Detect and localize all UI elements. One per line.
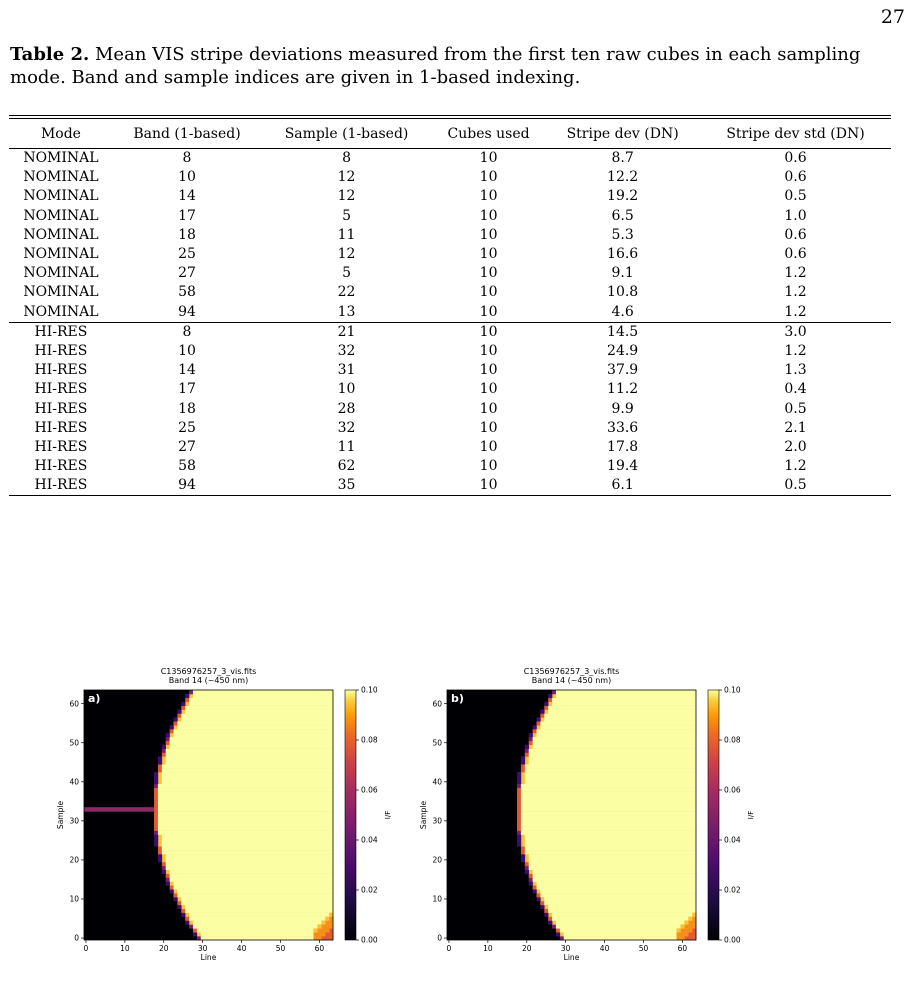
x-axis-label: Line xyxy=(200,953,217,962)
table-row xyxy=(9,303,891,323)
table-cell: 1.2 xyxy=(784,458,807,475)
x-tick-label: 20 xyxy=(521,944,532,953)
table-row xyxy=(9,283,891,302)
table-cell: 10 xyxy=(479,150,498,167)
x-tick-label: 50 xyxy=(638,944,649,953)
column-header: Stripe dev std (DN) xyxy=(700,119,891,149)
table-cell: HI-RES xyxy=(34,438,88,455)
table-cell: NOMINAL xyxy=(23,265,99,282)
colorbar xyxy=(345,690,356,940)
colorbar-tick-label: 0.10 xyxy=(361,685,378,695)
table-cell: 10 xyxy=(337,381,356,398)
table-cell: 24.9 xyxy=(607,342,639,359)
y-tick-label: 30 xyxy=(69,816,79,826)
table-cell: HI-RES xyxy=(9,322,113,342)
table-cell: 10 xyxy=(479,265,498,282)
table-cell: 10 xyxy=(432,322,545,342)
y-tick-label: 20 xyxy=(432,855,442,865)
table-cell: HI-RES xyxy=(34,381,88,398)
table-cell: 5 xyxy=(342,207,351,224)
x-tick-label: 0 xyxy=(446,944,452,953)
stripe-artifact xyxy=(84,807,154,812)
table-cell: 14 xyxy=(178,188,196,205)
x-tick-label: 60 xyxy=(677,944,688,953)
figure-subtitle: Band 14 (~450 nm) xyxy=(531,676,612,685)
heatmap-figure xyxy=(413,664,755,984)
table-body xyxy=(9,149,891,496)
colorbar-label: I/F xyxy=(747,810,755,820)
table-cell: 10 xyxy=(479,207,498,224)
table-cell: 10 xyxy=(178,342,196,359)
table-cell: 0.6 xyxy=(784,226,807,243)
x-tick-label: 10 xyxy=(120,944,130,953)
table-row xyxy=(9,342,891,361)
colorbar xyxy=(708,690,719,940)
table-cell: 25 xyxy=(178,419,196,436)
table-cell: 14 xyxy=(178,362,196,379)
table-cell: 32 xyxy=(337,419,356,436)
table-cell: 8 xyxy=(113,322,261,342)
table-row xyxy=(9,149,891,169)
table-cell: 10 xyxy=(479,284,498,301)
table-cell: 0.6 xyxy=(784,169,807,186)
table-cell: 0.5 xyxy=(784,188,807,205)
table-cell: 0.5 xyxy=(784,400,807,417)
table-cell: 10 xyxy=(479,362,498,379)
panel-label: b) xyxy=(451,692,464,705)
table-cell: 12.2 xyxy=(607,169,639,186)
table-cell: 11 xyxy=(337,438,356,455)
table-cell: 1.0 xyxy=(784,207,807,224)
figure-title: C1356976257_3_vis.fits xyxy=(523,667,620,676)
table-row xyxy=(9,361,891,380)
table-cell: 4.6 xyxy=(611,303,634,320)
table-cell: 17 xyxy=(178,381,196,398)
table-row xyxy=(9,264,891,283)
table-cell: 10 xyxy=(479,342,498,359)
table-row xyxy=(9,380,891,399)
panel-label: a) xyxy=(88,692,101,705)
y-tick-label: 10 xyxy=(432,894,442,904)
table-cell: 10 xyxy=(479,226,498,243)
table-cell: 11.2 xyxy=(607,381,639,398)
table-cell: 8 xyxy=(342,150,351,167)
table-cell: 21 xyxy=(261,322,432,342)
table-cell: 0.6 xyxy=(784,150,807,167)
table-cell: 37.9 xyxy=(607,362,639,379)
colorbar-tick-label: 0.04 xyxy=(724,835,741,845)
x-tick-label: 30 xyxy=(197,944,208,953)
table-cell: 5.3 xyxy=(611,226,634,243)
x-tick-label: 40 xyxy=(599,944,610,953)
table-row xyxy=(9,168,891,187)
y-tick-label: 50 xyxy=(432,738,442,748)
page-number: 27 xyxy=(880,6,905,28)
table-cell: 18 xyxy=(178,400,196,417)
table-cell: 8.7 xyxy=(611,150,634,167)
table-cell: 9.1 xyxy=(611,265,634,282)
table-cell: 12 xyxy=(337,188,356,205)
y-tick-label: 0 xyxy=(74,933,79,943)
table-cell: 0.4 xyxy=(784,381,807,398)
table-cell: 58 xyxy=(178,458,196,475)
y-tick-label: 60 xyxy=(69,699,79,709)
stripe-table-container xyxy=(9,115,891,496)
column-header: Sample (1-based) xyxy=(261,119,432,149)
table-cell: 94 xyxy=(113,476,261,496)
table-cell: 1.2 xyxy=(784,342,807,359)
table-cell: 10 xyxy=(479,400,498,417)
table-cell: 94 xyxy=(178,303,196,320)
column-header: Cubes used xyxy=(432,119,545,149)
figure-panel-b xyxy=(413,664,755,988)
table-row xyxy=(9,419,891,438)
table-cell: 27 xyxy=(178,438,196,455)
y-tick-label: 40 xyxy=(432,777,442,787)
colorbar-tick-label: 0.08 xyxy=(361,735,378,745)
table-cell: 10 xyxy=(432,476,545,496)
y-axis-label: Sample xyxy=(56,800,65,830)
caption-label: Table 2. xyxy=(10,44,90,65)
table-cell: 32 xyxy=(337,342,356,359)
table-cell: NOMINAL xyxy=(23,246,99,263)
table-cell: HI-RES xyxy=(9,476,113,496)
table-cell: 16.6 xyxy=(607,246,639,263)
table-cell: 11 xyxy=(337,226,356,243)
table-cell: 10.8 xyxy=(607,284,639,301)
heatmap-figure xyxy=(50,664,392,984)
colorbar-label: I/F xyxy=(384,810,392,820)
table-cell: 17.8 xyxy=(607,438,639,455)
x-tick-label: 10 xyxy=(483,944,493,953)
table-cell: 10 xyxy=(479,169,498,186)
table-row xyxy=(9,245,891,264)
table-cell: 0.6 xyxy=(784,246,807,263)
figure-title: C1356976257_3_vis.fits xyxy=(160,667,257,676)
table-header-row xyxy=(9,119,891,149)
colorbar-tick-label: 0.04 xyxy=(361,835,378,845)
heatmap-cells xyxy=(154,690,333,940)
table-row xyxy=(9,207,891,226)
table-row xyxy=(9,438,891,457)
table-caption xyxy=(10,43,890,89)
table-cell: 18 xyxy=(178,226,196,243)
colorbar-tick-label: 0.00 xyxy=(361,935,378,945)
table-cell: HI-RES xyxy=(34,419,88,436)
y-tick-label: 10 xyxy=(69,894,79,904)
table-cell: 10 xyxy=(479,303,498,320)
table-row xyxy=(9,457,891,476)
table-row xyxy=(9,322,891,342)
stripe-deviation-table xyxy=(9,119,891,496)
table-cell: 17 xyxy=(178,207,196,224)
table-cell: 8 xyxy=(182,150,192,167)
table-cell: 25 xyxy=(178,246,196,263)
table-cell: NOMINAL xyxy=(23,150,99,167)
table-cell: 2.0 xyxy=(784,438,807,455)
column-header: Mode xyxy=(9,119,113,149)
column-header: Band (1-based) xyxy=(113,119,261,149)
column-header: Stripe dev (DN) xyxy=(545,119,700,149)
table-cell: 19.4 xyxy=(607,458,639,475)
table-row xyxy=(9,399,891,418)
table-cell: HI-RES xyxy=(34,458,88,475)
caption-text: Mean VIS stripe deviations measured from the first ten raw cubes in each sampling mode. Band and sample indices are given in 1-based indexing. xyxy=(10,44,861,88)
y-tick-label: 30 xyxy=(432,816,442,826)
figure-panel-a xyxy=(50,664,392,988)
table-cell: NOMINAL xyxy=(23,207,99,224)
colorbar-tick-label: 0.02 xyxy=(724,885,741,895)
table-cell: 1.2 xyxy=(784,303,807,320)
colorbar-tick-label: 0.00 xyxy=(724,935,741,945)
table-cell: 33.6 xyxy=(607,419,639,436)
table-cell: 5 xyxy=(342,265,351,282)
table-cell: 19.2 xyxy=(607,188,639,205)
table-cell: 1.2 xyxy=(784,284,807,301)
colorbar-tick-label: 0.08 xyxy=(724,735,741,745)
table-cell: 35 xyxy=(261,476,432,496)
table-cell: 58 xyxy=(178,284,196,301)
table-cell: 1.3 xyxy=(784,362,807,379)
table-cell: HI-RES xyxy=(34,400,88,417)
x-tick-label: 30 xyxy=(560,944,571,953)
table-row xyxy=(9,226,891,245)
x-tick-label: 0 xyxy=(83,944,89,953)
table-cell: 9.9 xyxy=(611,400,634,417)
table-cell: 10 xyxy=(479,438,498,455)
table-cell: NOMINAL xyxy=(23,169,99,186)
x-axis-label: Line xyxy=(563,953,580,962)
table-cell: 12 xyxy=(337,246,356,263)
y-axis-label: Sample xyxy=(419,800,428,830)
table-cell: 6.5 xyxy=(611,207,634,224)
table-row xyxy=(9,187,891,206)
table-cell: 3.0 xyxy=(700,322,891,342)
table-cell: 0.5 xyxy=(700,476,891,496)
table-cell: 10 xyxy=(479,419,498,436)
table-cell: NOMINAL xyxy=(23,284,99,301)
colorbar-tick-label: 0.06 xyxy=(724,785,741,795)
x-tick-label: 60 xyxy=(314,944,325,953)
x-tick-label: 40 xyxy=(236,944,247,953)
x-tick-label: 50 xyxy=(275,944,286,953)
table-row xyxy=(9,476,891,496)
y-tick-label: 0 xyxy=(437,933,442,943)
table-cell: 12 xyxy=(337,169,356,186)
table-cell: 31 xyxy=(337,362,356,379)
x-tick-label: 20 xyxy=(158,944,169,953)
table-cell: NOMINAL xyxy=(23,188,99,205)
colorbar-tick-label: 0.06 xyxy=(361,785,378,795)
table-cell: 10 xyxy=(479,246,498,263)
table-cell: NOMINAL xyxy=(23,303,99,320)
table-cell: 13 xyxy=(337,303,356,320)
table-cell: 10 xyxy=(178,169,196,186)
table-cell: 22 xyxy=(337,284,356,301)
table-cell: HI-RES xyxy=(34,342,88,359)
y-tick-label: 40 xyxy=(69,777,79,787)
table-cell: NOMINAL xyxy=(23,226,99,243)
table-cell: 10 xyxy=(479,381,498,398)
table-cell: HI-RES xyxy=(34,362,88,379)
figure-subtitle: Band 14 (~450 nm) xyxy=(168,676,249,685)
table-cell: 6.1 xyxy=(545,476,700,496)
y-tick-label: 60 xyxy=(432,699,442,709)
heatmap-cells xyxy=(517,690,696,940)
table-cell: 10 xyxy=(479,458,498,475)
table-cell: 62 xyxy=(337,458,356,475)
table-cell: 14.5 xyxy=(545,322,700,342)
colorbar-tick-label: 0.02 xyxy=(361,885,378,895)
table-cell: 28 xyxy=(337,400,356,417)
table-cell: 27 xyxy=(178,265,196,282)
y-tick-label: 50 xyxy=(69,738,79,748)
table-cell: 2.1 xyxy=(784,419,807,436)
colorbar-tick-label: 0.10 xyxy=(724,685,741,695)
table-cell: 1.2 xyxy=(784,265,807,282)
y-tick-label: 20 xyxy=(69,855,79,865)
table-cell: 10 xyxy=(479,188,498,205)
